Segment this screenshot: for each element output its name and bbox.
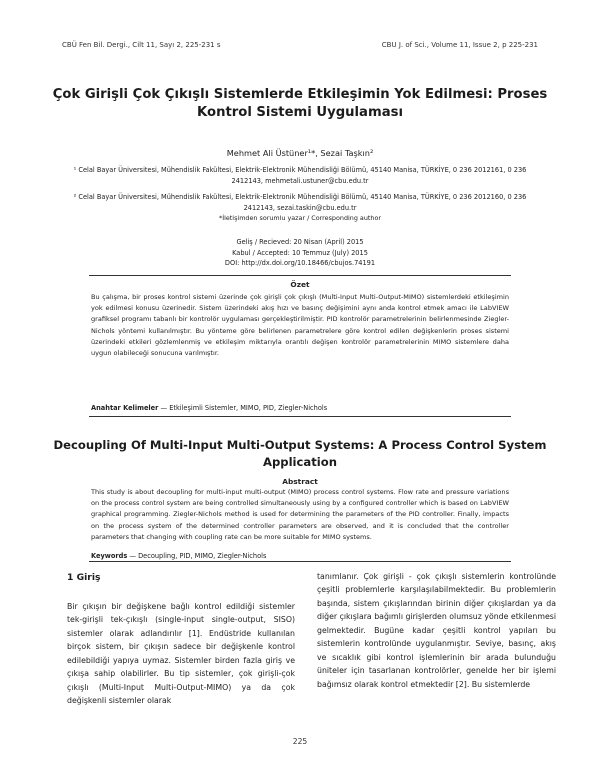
affiliation-1: ¹ Celal Bayar Üniversitesi, Mühendislik Fakültesi, Elektrik-Elektronik Mühendisliği Bölümü, 45140 Manisa, TÜRKİYE, 0 236 2012161, 0 236 2412143, mehmetali.ustuner@cbu.edu.tr <box>73 166 527 186</box>
keywords-tr-label: Anahtar Kelimeler <box>91 404 159 412</box>
abstract-en-text: This study is about decoupling for multi-input multi-output (MIMO) process control systems. Flow rate and pressure variations on the process control system are being controlled simultaneously using by a configured controller which is based on LabVIEW graphical programming. Ziegler-Nichols method is used for determining the parameters of the PID controller. Finally, impacts on the process system of the determined controller parameters are observed, and it is concluded that the controller parameters that changing with coupling rate can be more suitable for MIMO systems. <box>91 488 509 541</box>
corresponding-author-note: *İletişimden sorumlu yazar / Corresponding author <box>219 214 381 222</box>
keywords-en-label: Keywords <box>91 552 128 560</box>
page-number: 225 <box>292 737 308 746</box>
keywords-en <box>91 552 509 560</box>
article-dates <box>0 237 600 269</box>
doi-link[interactable]: DOI: http://dx.doi.org/10.18466/cbujos.74191 <box>224 259 376 268</box>
divider-bottom-abstract <box>89 561 511 562</box>
keywords-tr-values: — Etkileşimli Sistemler, MIMO, PID, Ziegler-Nichols <box>158 404 328 412</box>
author-list: Mehmet Ali Üstüner¹*, Sezai Taşkın² <box>226 148 374 158</box>
keywords-en-values: — Decoupling, PID, MIMO, Ziegler-Nichols <box>127 552 267 560</box>
keywords-tr <box>91 404 509 412</box>
divider-bottom-ozet <box>89 416 511 417</box>
abstract-en-heading: Abstract <box>282 477 318 486</box>
paper-title-turkish: Çok Girişli Çok Çıkışlı Sistemlerde Etkileşimin Yok Edilmesi: Proses Kontrol Sistemi Uygulaması <box>52 87 548 120</box>
divider-top-ozet <box>89 275 511 276</box>
accepted-date: Kabul / Accepted: 10 Temmuz (July) 2015 <box>232 248 368 257</box>
running-header-left: CBÜ Fen Bil. Dergi., Cilt 11, Sayı 2, 225-231 s <box>62 41 221 49</box>
running-header-right: CBU J. of Sci., Volume 11, Issue 2, p 225-231 <box>381 41 538 49</box>
section-1-heading: 1 Giriş <box>67 572 101 583</box>
abstract-tr-text: Bu çalışma, bir proses kontrol sistemi üzerinde çok girişli çok çıkışlı (Multi-Input Multi-Output-MIMO) sistemlerdeki etkileşimin yok edilmesi konusu üzerinedir. Sistem üzerindeki akış hızı ve basınç değişimini aynı anda kontrol etmek amacı ile LabVIEW grafiksel programı tabanlı bir kontrolör uygulaması gerçekleştirilmiştir. PID kontrolör parametrelerinin belirlenmesinde Ziegler-Nichols yöntemi kullanılmıştır. Bu yönteme göre belirlenen parametrelere göre kontrol edilen değişkenlerin proses sistemi üzerindeki etkileri gözlemlenmiş ve etkileşim miktarıyla orantılı değişen kontrolör parametrelerinin MIMO sistemlere daha uygun olabileceği sonucuna varılmıştır. <box>91 293 509 358</box>
paper-title-english: Decoupling Of Multi-Input Multi-Output Systems: A Process Control System Application <box>53 438 547 469</box>
body-right-column: tanımlanır. Çok girişli - çok çıkışlı sistemlerin kontrolünde çeşitli problemlerle karşılaşılabilmektedir. Bu problemlerin başında, sistem çıkışlarından birinin diğer çıkışlardan ya da diğer çıkışlara bağımlı girişlerden olumsuz yönde etkilenmesi gelmektedir. Bugüne kadar çeşitli kontrol yapıları bu sistemlerin kontrolünde uygulanmıştır. Seviye, basınç, akış ve sıcaklık gibi kontrol işlemlerinin bir arada bulunduğu üniteler için tasarlanan kontrolörler, genelde her bir işlemi bağımsız olarak kontrol etmektedir [2]. Bu sistemlerde <box>317 572 556 689</box>
abstract-tr-heading: Özet <box>290 280 310 289</box>
body-left-column: Bir çıkışın bir değişkene bağlı kontrol edildiği sistemler tek-girişli tek-çıkışlı (single-input single-output, SISO) sistemler olarak adlandırılır [1]. Endüstride kullanılan birçok sistem, bir çıkışın sadece bir değişkenle kontrol edilebildiği yapıya uymaz. Sistemler birden fazla giriş ve çıkışa sahip olabilirler. Bu tip sistemler, çok girişli-çok çıkışlı (Multi-Input Multi-Output-MIMO) ya da çok değişkenli sistemler olarak <box>67 602 295 706</box>
affiliation-2: ² Celal Bayar Üniversitesi, Mühendislik Fakültesi, Elektrik-Elektronik Mühendisliği Bölümü, 45140 Manisa, TÜRKİYE, 0 236 2012160, 0 236 2412143, sezai.taskin@cbu.edu.tr <box>73 193 527 213</box>
received-date: Geliş / Recieved: 20 Nisan (April) 2015 <box>236 238 364 246</box>
